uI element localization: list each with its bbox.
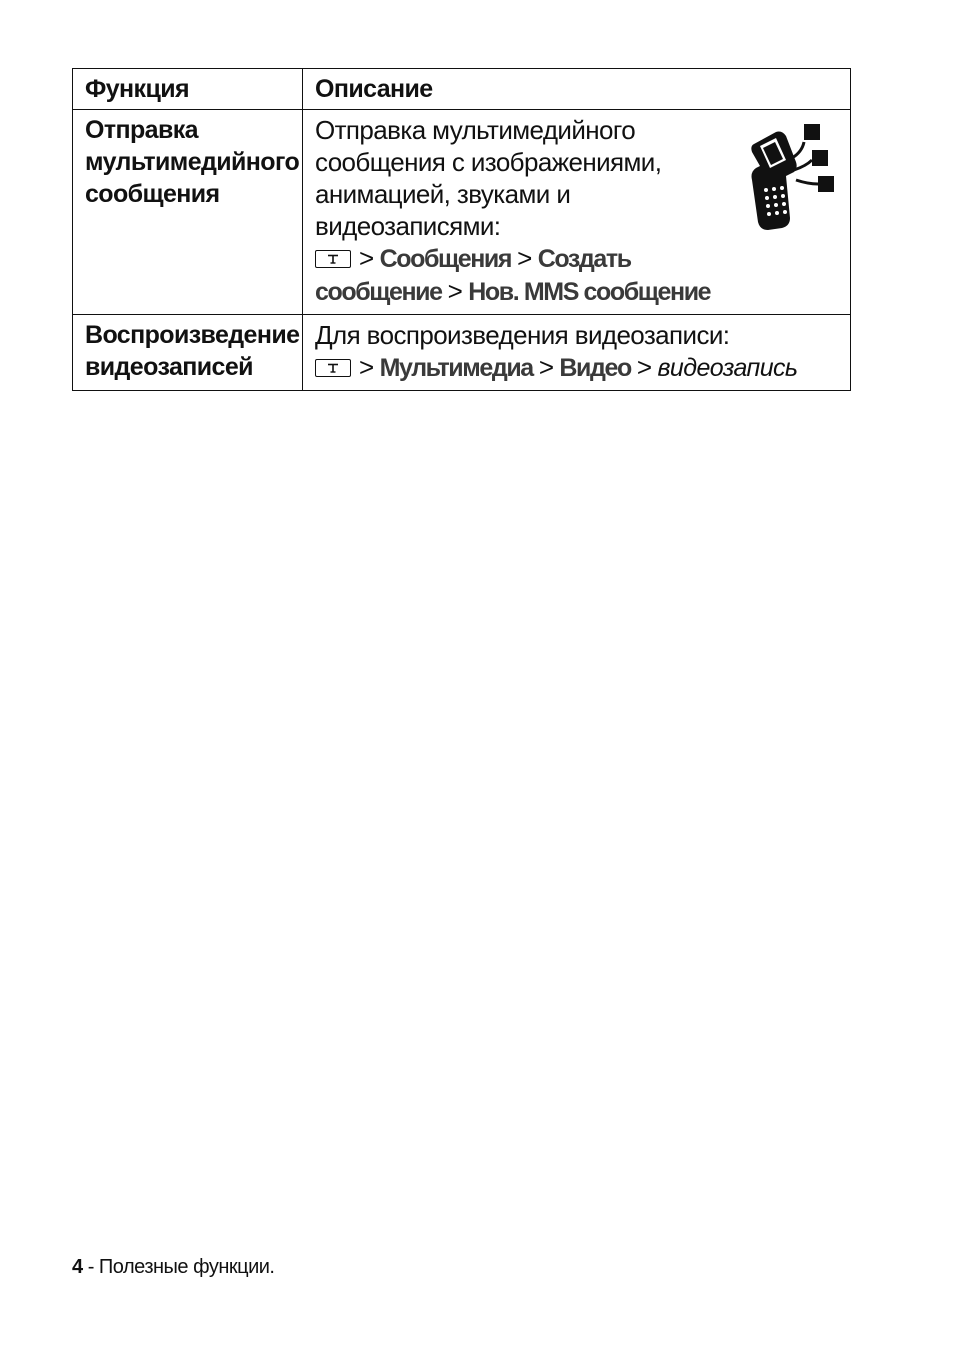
section-title: Полезные функции. bbox=[98, 1256, 275, 1278]
path-separator: > bbox=[447, 276, 463, 306]
footer-dash: - bbox=[87, 1256, 94, 1278]
menu-key-icon bbox=[315, 359, 351, 377]
menu-item-messages: Сообщения bbox=[379, 245, 512, 273]
table-row bbox=[73, 315, 851, 391]
description-cell bbox=[303, 315, 851, 391]
menu-key-icon bbox=[315, 250, 351, 268]
phone-multimedia-icon bbox=[746, 122, 836, 232]
header-function: Функция bbox=[73, 69, 303, 110]
function-name: Отправка мультимедийного сообщения bbox=[85, 116, 300, 208]
header-description: Описание bbox=[303, 69, 851, 110]
menu-item-multimedia: Мультимедиа bbox=[379, 354, 533, 382]
menu-path bbox=[315, 352, 797, 382]
description-cell bbox=[303, 110, 851, 315]
menu-item-new-mms: Нов. MMS сообщение bbox=[468, 278, 711, 306]
function-cell bbox=[73, 110, 303, 315]
menu-path bbox=[315, 243, 716, 306]
feature-table bbox=[72, 68, 851, 391]
menu-item-video-recording: видеозапись bbox=[657, 354, 798, 382]
path-separator: > bbox=[359, 352, 374, 382]
table-header-row bbox=[73, 69, 851, 110]
path-separator: > bbox=[538, 352, 554, 382]
menu-item-video: Видео bbox=[559, 354, 631, 382]
path-separator: > bbox=[517, 243, 532, 273]
page-number: 4 bbox=[72, 1256, 83, 1278]
table-row bbox=[73, 110, 851, 315]
path-separator: > bbox=[636, 352, 652, 382]
function-name: Воспроизведение видеозаписей bbox=[85, 321, 300, 381]
function-cell bbox=[73, 315, 303, 391]
page-footer bbox=[72, 1256, 274, 1279]
path-separator: > bbox=[359, 243, 374, 273]
description-text: Для воспроизведения видеозаписи: bbox=[315, 320, 730, 350]
menu-item-create-message: Создать сообщение bbox=[315, 245, 631, 306]
description-text: Отправка мультимедийного сообщения с изображениями, анимацией, звуками и видеозаписями: bbox=[315, 115, 662, 241]
